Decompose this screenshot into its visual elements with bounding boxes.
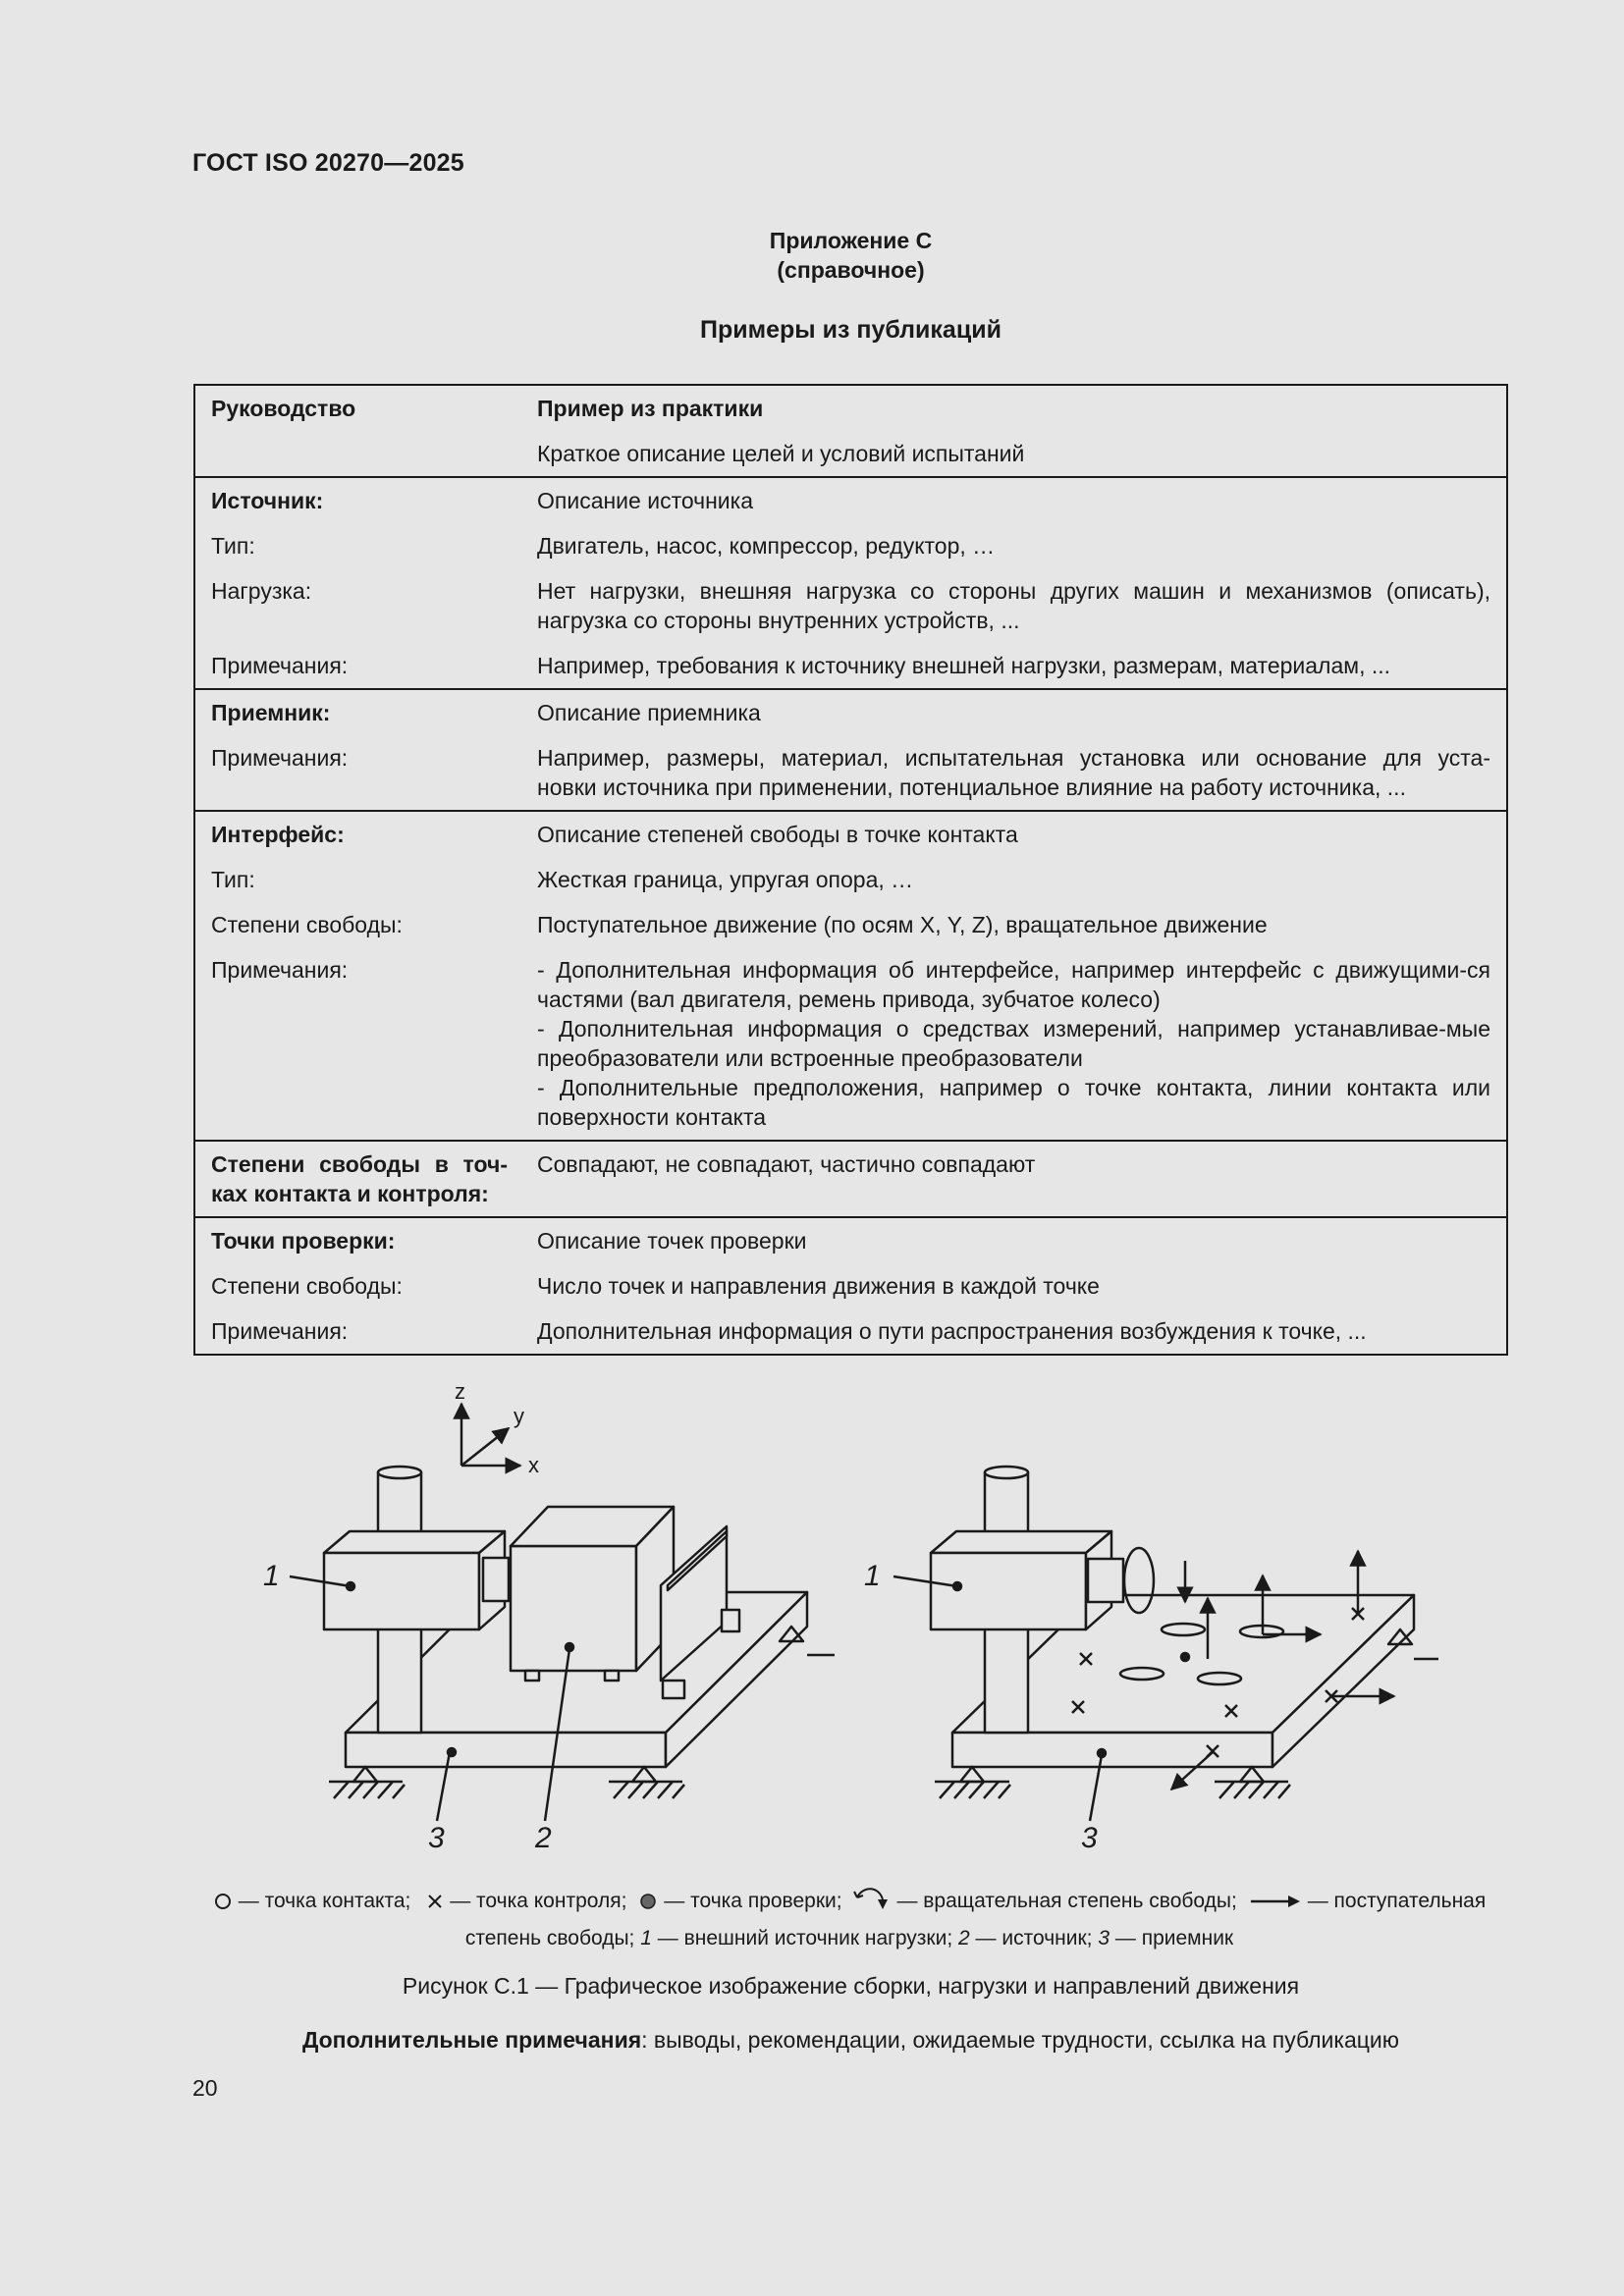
source-desc: Описание источника <box>521 477 1507 523</box>
legend-translational-a: — поступательная <box>1307 1890 1487 1912</box>
receiver-notes-line2: новки источника при применении, потенциальное влияние на работу источника, ... <box>537 774 1406 800</box>
interface-type-value: Жесткая граница, упругая опора, … <box>537 867 914 892</box>
leader-dot <box>566 1643 573 1651</box>
legend-contact: — точка контакта; <box>238 1890 411 1912</box>
leader-dot <box>953 1582 961 1590</box>
check-points-dof-label: Степени свободы: <box>211 1273 403 1299</box>
table-row <box>194 735 1507 811</box>
interface-note-2: - Дополнительная информация о средствах измерений, например устанавливае-мые преобразователи или встроенные преобразователи <box>537 1016 1490 1071</box>
notes-bold-label: Дополнительные примечания <box>301 2027 642 2053</box>
label-1-left: 1 <box>263 1560 280 1592</box>
additional-notes <box>0 2027 1624 2054</box>
legend-item-2: — источник; <box>975 1927 1093 1949</box>
table-row <box>194 1263 1507 1308</box>
label-2: 2 <box>535 1822 552 1854</box>
source-notes-label: Примечания: <box>211 653 349 678</box>
guide-label: Руководство <box>211 396 356 421</box>
legend-check: — точка проверки; <box>664 1890 842 1912</box>
legend-line-1 <box>187 1883 1512 1920</box>
interface-note-1: - Дополнительная информация об интерфейсе, например интерфейс с движущими-ся частями (вал двигателя, ремень привода, зубчатое колесо) <box>537 957 1490 1012</box>
interface-dof-label: Степени свободы: <box>211 912 403 937</box>
legend-line-2 <box>187 1920 1512 1957</box>
check-point-dot <box>1181 1653 1189 1661</box>
table-row <box>194 477 1507 523</box>
table-row <box>194 431 1507 477</box>
practice-desc: Краткое описание целей и условий испытаний <box>537 441 1025 466</box>
label-3-right: 3 <box>1081 1822 1098 1854</box>
interface-desc: Описание степеней свободы в точке контакта <box>521 811 1507 857</box>
label-1-right: 1 <box>864 1560 881 1592</box>
figure-caption: Рисунок С.1 — Графическое изображение сборки, нагрузки и направлений движения <box>402 1973 1300 1999</box>
interface-note-3: - Дополнительные предположения, например о точке контакта, линии контакта или поверхности контакта <box>537 1075 1490 1130</box>
legend-control: — точка контроля; <box>450 1890 627 1912</box>
leader-dot <box>448 1748 456 1756</box>
practice-title: Пример из практики <box>537 396 764 421</box>
legend-num-1: 1 <box>640 1927 652 1949</box>
annex-heading <box>0 226 1624 285</box>
legend-item-1: — внешний источник нагрузки; <box>657 1927 953 1949</box>
legend-rotational: — вращательная степень свободы; <box>896 1890 1237 1912</box>
document-header: ГОСТ ISO 20270—2025 <box>192 149 464 177</box>
source-type-label: Тип: <box>211 533 255 559</box>
axes-icon <box>461 1404 520 1466</box>
interface-notes-label: Примечания: <box>211 957 349 983</box>
source-label: Источник: <box>194 477 521 523</box>
axis-y-label: y <box>514 1404 524 1428</box>
legend-translational-b: степень свободы; <box>464 1927 635 1949</box>
check-points-desc: Описание точек проверки <box>521 1217 1507 1263</box>
source-load-label: Нагрузка: <box>211 578 312 604</box>
table-row <box>194 902 1507 947</box>
legend-num-2: 2 <box>958 1927 970 1949</box>
source-notes-value: Например, требования к источнику внешней нагрузки, размерам, материалам, ... <box>537 653 1391 678</box>
publication-template-table <box>193 384 1508 1356</box>
receiver-desc: Описание приемника <box>521 689 1507 735</box>
source-type-value: Двигатель, насос, компрессор, редуктор, … <box>537 533 996 559</box>
annex-label: Приложение С <box>769 228 933 253</box>
right-assembly <box>893 1467 1438 1821</box>
legend-item-3: — приемник <box>1114 1927 1234 1949</box>
table-row <box>194 689 1507 735</box>
table-row <box>194 811 1507 857</box>
contact-point-icon <box>213 1892 233 1911</box>
legend-num-3: 3 <box>1098 1927 1110 1949</box>
table-row <box>194 568 1507 643</box>
receiver-notes-label: Примечания: <box>211 745 349 771</box>
dof-match-label: Степени свободы в точ-ках контакта и контроля: <box>194 1141 521 1217</box>
page-number: 20 <box>192 2075 218 2101</box>
interface-label: Интерфейс: <box>194 811 521 857</box>
annex-kind: (справочное) <box>777 257 925 283</box>
table-row <box>194 1308 1507 1355</box>
source-load-value: Нет нагрузки, внешняя нагрузка со стороны других машин и механизмов (описать), нагрузка со стороны внутренних устройств, ... <box>537 578 1490 633</box>
table-row <box>194 1141 1507 1217</box>
check-points-notes-value: Дополнительная информация о пути распространения возбуждения к точке, ... <box>537 1318 1367 1344</box>
table-row <box>194 857 1507 902</box>
notes-text: : выводы, рекомендации, ожидаемые трудности, ссылка на публикацию <box>641 2027 1400 2053</box>
interface-type-label: Тип: <box>211 867 255 892</box>
check-points-dof-value: Число точек и направления движения в каждой точке <box>537 1273 1100 1299</box>
assembly-figure <box>226 1369 1453 1870</box>
rotation-dof-icon <box>851 1884 891 1919</box>
table-row <box>194 947 1507 1141</box>
interface-dof-value: Поступательное движение (по осям X, Y, Z), вращательное движение <box>537 912 1268 937</box>
control-point-icon <box>426 1893 444 1910</box>
receiver-notes-line1: Например, размеры, материал, испытательная установка или основание для уста- <box>537 745 1490 771</box>
check-points-notes-label: Примечания: <box>211 1318 349 1344</box>
table-row <box>194 1217 1507 1263</box>
leader-dot <box>1098 1749 1106 1757</box>
translation-dof-icon <box>1249 1895 1302 1908</box>
axis-x-label: x <box>528 1453 539 1477</box>
figure-legend <box>187 1883 1512 1957</box>
receiver-label: Приемник: <box>194 689 521 735</box>
axis-z-label: z <box>455 1379 465 1404</box>
check-points-label: Точки проверки: <box>194 1217 521 1263</box>
annex-title: Примеры из публикаций <box>700 316 1001 344</box>
table-row <box>194 523 1507 568</box>
label-3-left: 3 <box>428 1822 445 1854</box>
leader-dot <box>347 1582 354 1590</box>
table-row <box>194 643 1507 689</box>
dof-match-value: Совпадают, не совпадают, частично совпадают <box>521 1141 1507 1217</box>
left-assembly <box>290 1467 835 1821</box>
table-row <box>194 385 1507 431</box>
check-point-icon <box>638 1892 658 1911</box>
